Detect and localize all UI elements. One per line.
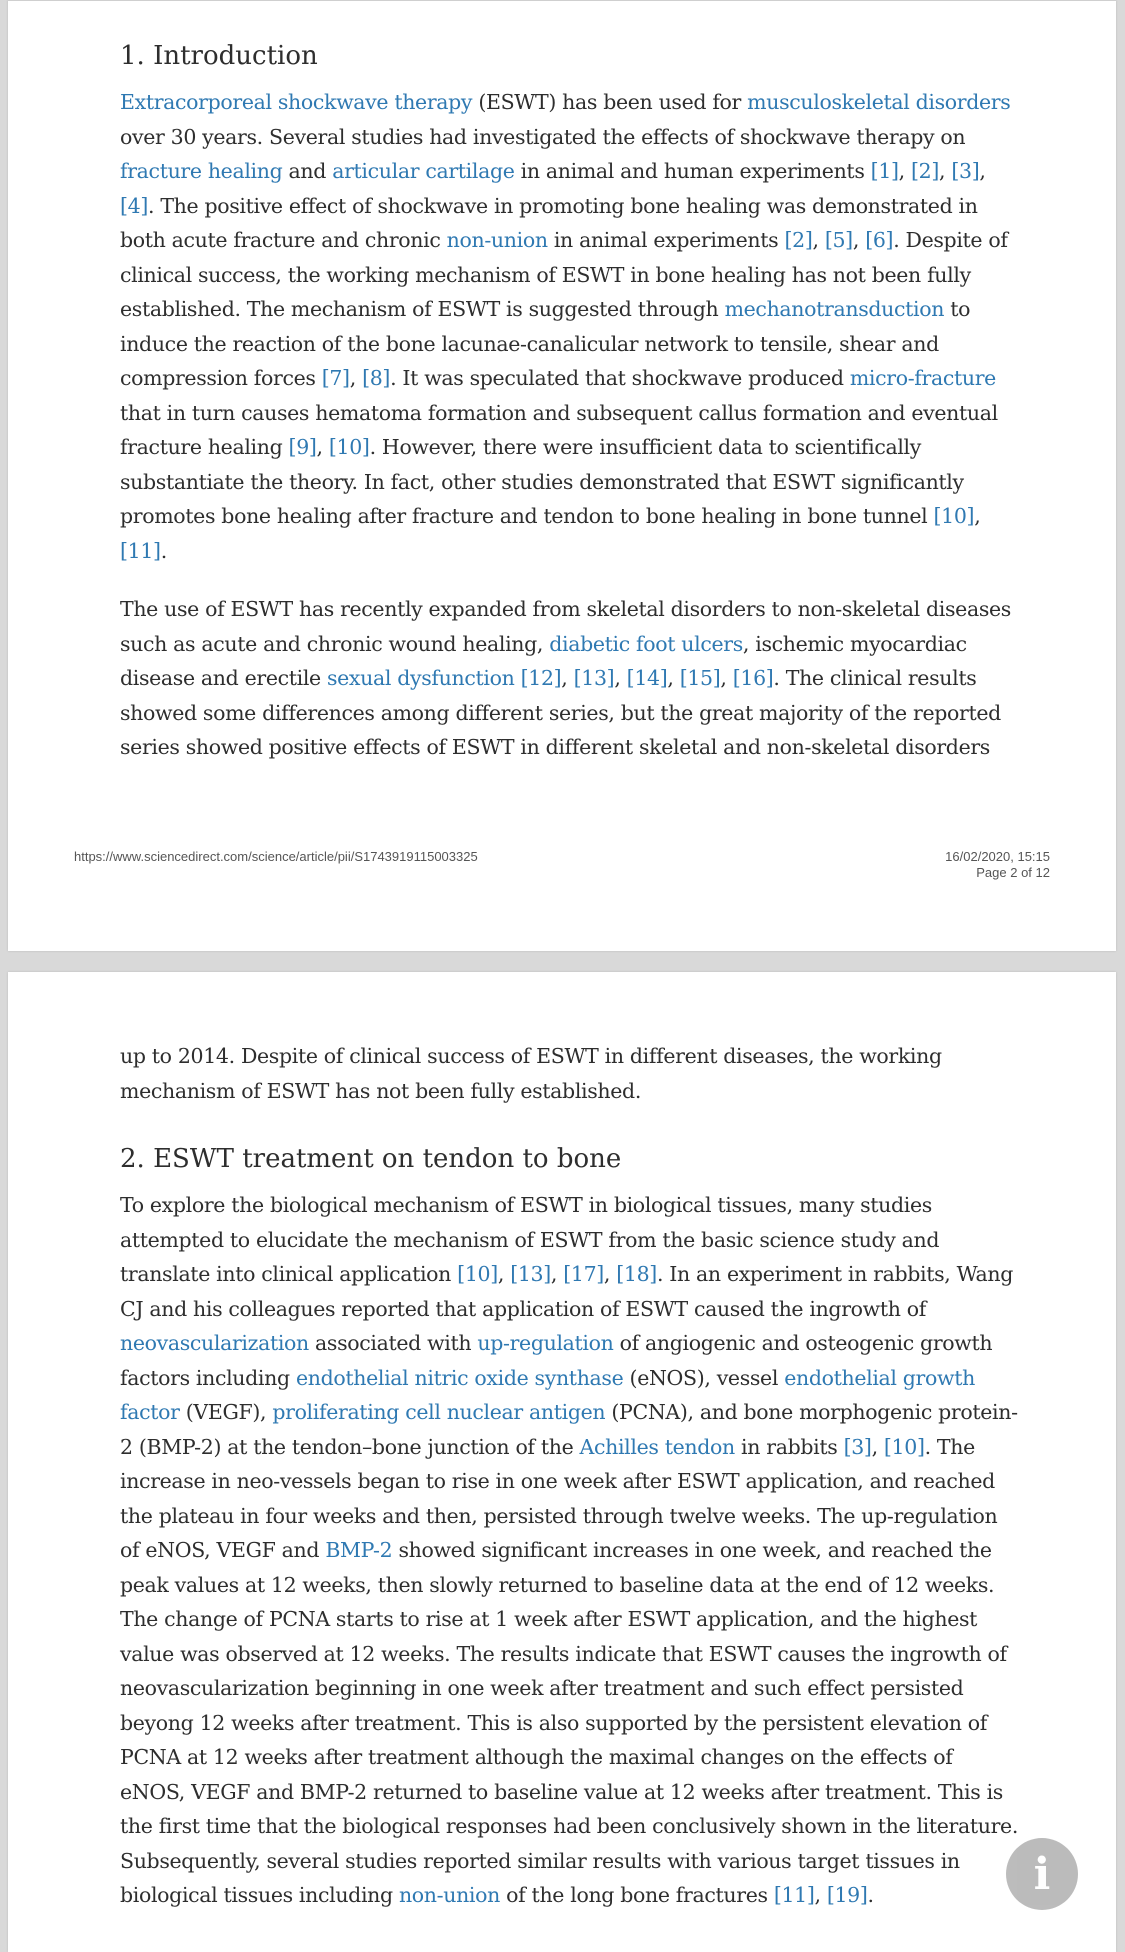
paragraph-text: over 30 years. Several studies had investigated the effects of shockwave therapy on: [120, 124, 966, 149]
inline-link[interactable]: [12]: [520, 666, 562, 690]
inline-link[interactable]: endothelial growth factor: [120, 1365, 975, 1424]
paragraph-text: in animal and human experiments: [514, 159, 871, 183]
paragraph-text: .: [160, 538, 167, 563]
paragraph-text: ,: [871, 1434, 884, 1459]
intro-paragraph-2: [120, 592, 1020, 765]
paragraph-text: in rabbits: [734, 1434, 844, 1459]
inline-link[interactable]: sexual dysfunction: [326, 666, 515, 690]
inline-link[interactable]: [4]: [120, 193, 148, 218]
paragraph-text: of the long bone fractures: [500, 1883, 774, 1907]
inline-link[interactable]: fracture healing: [120, 159, 283, 183]
inline-link[interactable]: micro-fracture: [849, 366, 996, 390]
paragraph-text: ,: [603, 1262, 617, 1286]
inline-link[interactable]: [13]: [510, 1262, 551, 1286]
inline-link[interactable]: BMP-2: [325, 1538, 393, 1562]
paragraph-text: (VEGF),: [179, 1400, 273, 1424]
section-title: 2. ESWT treatment on tendon to bone: [120, 1144, 622, 1174]
inline-link[interactable]: [16]: [732, 666, 774, 690]
inline-link[interactable]: [10]: [883, 1434, 925, 1459]
footer-meta: [945, 849, 1050, 881]
paragraph-text: ,: [812, 228, 825, 252]
paragraph-text: to induce the reaction of the bone lacunae-canalicular network to tensile, shear and compression forces: [120, 297, 971, 390]
inline-link[interactable]: proliferating cell nuclear antigen: [272, 1400, 606, 1424]
inline-link[interactable]: [13]: [573, 666, 615, 690]
intro-paragraph-1: [120, 85, 1020, 568]
paragraph-text: The use of ESWT has recently expanded from skeletal disorders to non-skeletal diseases such as acute and chronic wound healing,: [120, 597, 1011, 656]
inline-link[interactable]: [11]: [773, 1883, 815, 1907]
paragraph-text: ,: [316, 435, 329, 459]
paragraph-text: ,: [349, 366, 363, 390]
paragraph-text: .: [867, 1883, 874, 1907]
paragraph-text: ,: [979, 159, 986, 183]
paragraph-text: . The increase in neo-vessels began to rise in one week after ESWT application, and reached the plateau in four weeks and then, persisted through twelve weeks. The up-regulation of eNOS, VEGF and: [120, 1434, 998, 1562]
inline-link[interactable]: diabetic foot ulcers: [549, 631, 743, 656]
inline-link[interactable]: neovascularization: [120, 1331, 309, 1355]
inline-link[interactable]: musculoskeletal disorders: [747, 90, 1011, 114]
introduction-section: [120, 41, 1020, 765]
footer-url: https://www.sciencedirect.com/science/article/pii/S1743919115003325: [74, 849, 478, 864]
inline-link[interactable]: [7]: [321, 366, 350, 390]
inline-link[interactable]: endothelial nitric oxide synthase: [295, 1365, 624, 1390]
continued-paragraph: [120, 1039, 1020, 1108]
paragraph-text: ,: [614, 666, 627, 690]
page3-content: [120, 1039, 1020, 1913]
inline-link[interactable]: [1]: [870, 159, 899, 183]
info-icon[interactable]: [1006, 1838, 1078, 1910]
paragraph-text: that in turn causes hematoma formation and subsequent callus formation and eventual fracture healing: [120, 400, 998, 459]
pdf-page-3: [8, 972, 1116, 1952]
paragraph-text: ,: [561, 666, 574, 690]
inline-link[interactable]: [11]: [120, 538, 161, 563]
inline-link[interactable]: [3]: [843, 1434, 872, 1459]
paragraph-text: ,: [814, 1883, 827, 1907]
pdf-page-2: [8, 0, 1116, 951]
inline-link[interactable]: Achilles tendon: [579, 1434, 735, 1459]
inline-link[interactable]: [19]: [826, 1883, 868, 1907]
paragraph-text: in animal experiments: [547, 228, 785, 252]
paragraph-text: To explore the biological mechanism of ESWT in biological tissues, many studies attempted to elucidate the mechanism of ESWT from the basic science study and translate into clinical application: [120, 1193, 940, 1286]
paragraph-text: . However, there were insufficient data to scientifically substantiate the theory. In fact, other studies demonstrated that ESWT significantly promotes bone healing after fracture and tendon to bone healing in bone tunnel: [120, 435, 964, 528]
paragraph-text: . The clinical results showed some differences among different series, but the great majority of the reported series showed positive effects of ESWT in different skeletal and non-skeletal disorders: [120, 666, 1001, 759]
inline-link[interactable]: [3]: [951, 159, 980, 183]
paragraph-text: ,: [898, 159, 912, 183]
footer-date: 16/02/2020, 15:15: [945, 849, 1050, 864]
info-glyph: i: [1033, 1848, 1051, 1900]
tendon-bone-paragraph: [120, 1188, 1020, 1913]
inline-link[interactable]: [17]: [563, 1262, 604, 1286]
paragraph-text: ,: [974, 504, 981, 528]
paragraph-text: and: [282, 159, 333, 183]
inline-link[interactable]: non-union: [398, 1883, 500, 1907]
inline-link[interactable]: articular cartilage: [332, 159, 515, 183]
inline-link[interactable]: [10]: [328, 435, 370, 459]
inline-link[interactable]: [9]: [288, 435, 317, 459]
paragraph-text: ,: [550, 1262, 564, 1286]
inline-link[interactable]: [2]: [784, 228, 813, 252]
footer-page-number: Page 2 of 12: [976, 865, 1050, 880]
paragraph-text: . Despite of clinical success, the working mechanism of ESWT in bone healing has not been fully established. The mechanism of ESWT is suggested through: [120, 228, 1008, 321]
paragraph-text: (ESWT) has been used for: [472, 90, 748, 114]
inline-link[interactable]: [18]: [616, 1262, 657, 1286]
paragraph-text: ,: [939, 159, 952, 183]
paragraph-text: associated with: [308, 1331, 478, 1355]
paragraph-text: ,: [720, 666, 733, 690]
paragraph-text: , ischemic myocardiac disease and erectile: [120, 631, 967, 690]
inline-link[interactable]: Extracorporeal shockwave therapy: [120, 90, 473, 114]
inline-link[interactable]: [15]: [679, 666, 721, 690]
inline-link[interactable]: [10]: [457, 1262, 498, 1286]
inline-link[interactable]: [10]: [933, 504, 975, 528]
inline-link[interactable]: [5]: [824, 228, 853, 252]
paragraph-text: . The positive effect of shockwave in promoting bone healing was demonstrated in both acute fracture and chronic: [120, 193, 978, 252]
paragraph-text: of angiogenic and osteogenic growth factors including: [120, 1331, 993, 1390]
inline-link[interactable]: non-union: [446, 228, 548, 252]
inline-link[interactable]: [8]: [362, 366, 391, 390]
paragraph-text: showed significant increases in one week, and reached the peak values at 12 weeks, then slowly returned to baseline data at the end of 12 weeks. The change of PCNA starts to rise at 1 week after ESWT application, and the highest value was observed at 12 weeks. The results indicate that ESWT causes the ingrowth of neovascularization beginning in one week after treatment and such effect persisted beyong 12 weeks after treatment. This is also supported by the persistent elevation of PCNA at 12 weeks after treatment although the maximal changes on the effects of eNOS, VEGF and BMP-2 returned to baseline value at 12 weeks after treatment. This is the first time that the biological responses had been conclusively shown in the literature. Subsequently, several studies reported similar results with various target tissues in biological tissues including: [120, 1538, 1018, 1907]
paragraph-text: (PCNA), and bone morphogenic protein-2 (BMP-2) at the tendon–bone junction of the: [120, 1400, 1018, 1459]
paragraph-text: . In an experiment in rabbits, Wang CJ and his colleagues reported that application of ESWT caused the ingrowth of: [120, 1262, 1014, 1321]
paragraph-text: up to 2014. Despite of clinical success of ESWT in different diseases, the working mechanism of ESWT has not been fully established.: [120, 1044, 942, 1103]
paragraph-text: ,: [667, 666, 680, 690]
inline-link[interactable]: [2]: [911, 159, 940, 183]
section-title: 1. Introduction: [120, 41, 318, 71]
inline-link[interactable]: up-regulation: [477, 1331, 614, 1355]
paragraph-text: ,: [852, 228, 866, 252]
inline-link[interactable]: mechanotransduction: [724, 297, 945, 321]
inline-link[interactable]: [6]: [865, 228, 894, 252]
inline-link[interactable]: [14]: [626, 666, 668, 690]
paragraph-text: (eNOS), vessel: [623, 1365, 785, 1390]
paragraph-text: ,: [497, 1262, 511, 1286]
paragraph-text: . It was speculated that shockwave produced: [390, 366, 850, 390]
